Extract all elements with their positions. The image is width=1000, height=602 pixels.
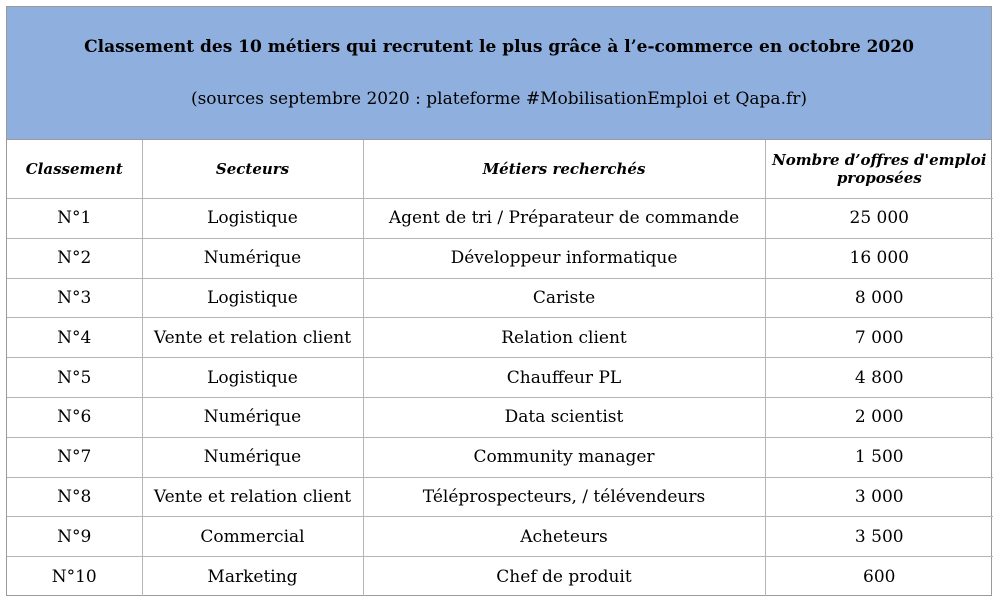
header-classement: Classement [7, 140, 142, 199]
cell-offers: 16 000 [765, 238, 993, 278]
cell-sector: Numérique [142, 437, 363, 477]
cell-offers: 3 500 [765, 517, 993, 557]
table-header-row [7, 140, 993, 199]
cell-job: Cariste [363, 278, 765, 318]
table-row [7, 517, 993, 557]
cell-rank: N°1 [7, 199, 142, 239]
table-row [7, 358, 993, 398]
title-banner [7, 7, 991, 140]
table-row [7, 238, 993, 278]
cell-rank: N°9 [7, 517, 142, 557]
table-row [7, 477, 993, 517]
cell-offers: 2 000 [765, 397, 993, 437]
document-title: Classement des 10 métiers qui recrutent le plus grâce à l’e-commerce en octobre 2020 [84, 37, 914, 57]
cell-rank: N°4 [7, 318, 142, 358]
cell-sector: Vente et relation client [142, 477, 363, 517]
cell-job: Chef de produit [363, 557, 765, 596]
header-secteurs: Secteurs [142, 140, 363, 199]
cell-job: Agent de tri / Préparateur de commande [363, 199, 765, 239]
cell-job: Acheteurs [363, 517, 765, 557]
cell-offers: 25 000 [765, 199, 993, 239]
header-metiers: Métiers recherchés [363, 140, 765, 199]
cell-sector: Logistique [142, 278, 363, 318]
cell-rank: N°3 [7, 278, 142, 318]
cell-job: Relation client [363, 318, 765, 358]
table-row [7, 397, 993, 437]
jobs-ranking-table [7, 140, 993, 596]
cell-sector: Marketing [142, 557, 363, 596]
cell-rank: N°10 [7, 557, 142, 596]
table-row [7, 278, 993, 318]
cell-sector: Numérique [142, 238, 363, 278]
ranking-document [6, 6, 992, 596]
cell-offers: 3 000 [765, 477, 993, 517]
cell-job: Développeur informatique [363, 238, 765, 278]
cell-offers: 8 000 [765, 278, 993, 318]
table-row [7, 437, 993, 477]
cell-job: Chauffeur PL [363, 358, 765, 398]
cell-offers: 7 000 [765, 318, 993, 358]
cell-offers: 600 [765, 557, 993, 596]
cell-job: Community manager [363, 437, 765, 477]
table-row [7, 199, 993, 239]
cell-rank: N°8 [7, 477, 142, 517]
cell-job: Téléprospecteurs, / télévendeurs [363, 477, 765, 517]
cell-sector: Numérique [142, 397, 363, 437]
cell-sector: Vente et relation client [142, 318, 363, 358]
cell-sector: Logistique [142, 199, 363, 239]
cell-job: Data scientist [363, 397, 765, 437]
cell-rank: N°7 [7, 437, 142, 477]
cell-rank: N°6 [7, 397, 142, 437]
table-row [7, 318, 993, 358]
cell-offers: 1 500 [765, 437, 993, 477]
cell-rank: N°2 [7, 238, 142, 278]
document-subtitle: (sources septembre 2020 : plateforme #MobilisationEmploi et Qapa.fr) [190, 89, 808, 109]
cell-sector: Commercial [142, 517, 363, 557]
table-row [7, 557, 993, 596]
cell-rank: N°5 [7, 358, 142, 398]
cell-offers: 4 800 [765, 358, 993, 398]
cell-sector: Logistique [142, 358, 363, 398]
header-nombre-offres: Nombre d’offres d'emploi proposées [765, 140, 993, 199]
